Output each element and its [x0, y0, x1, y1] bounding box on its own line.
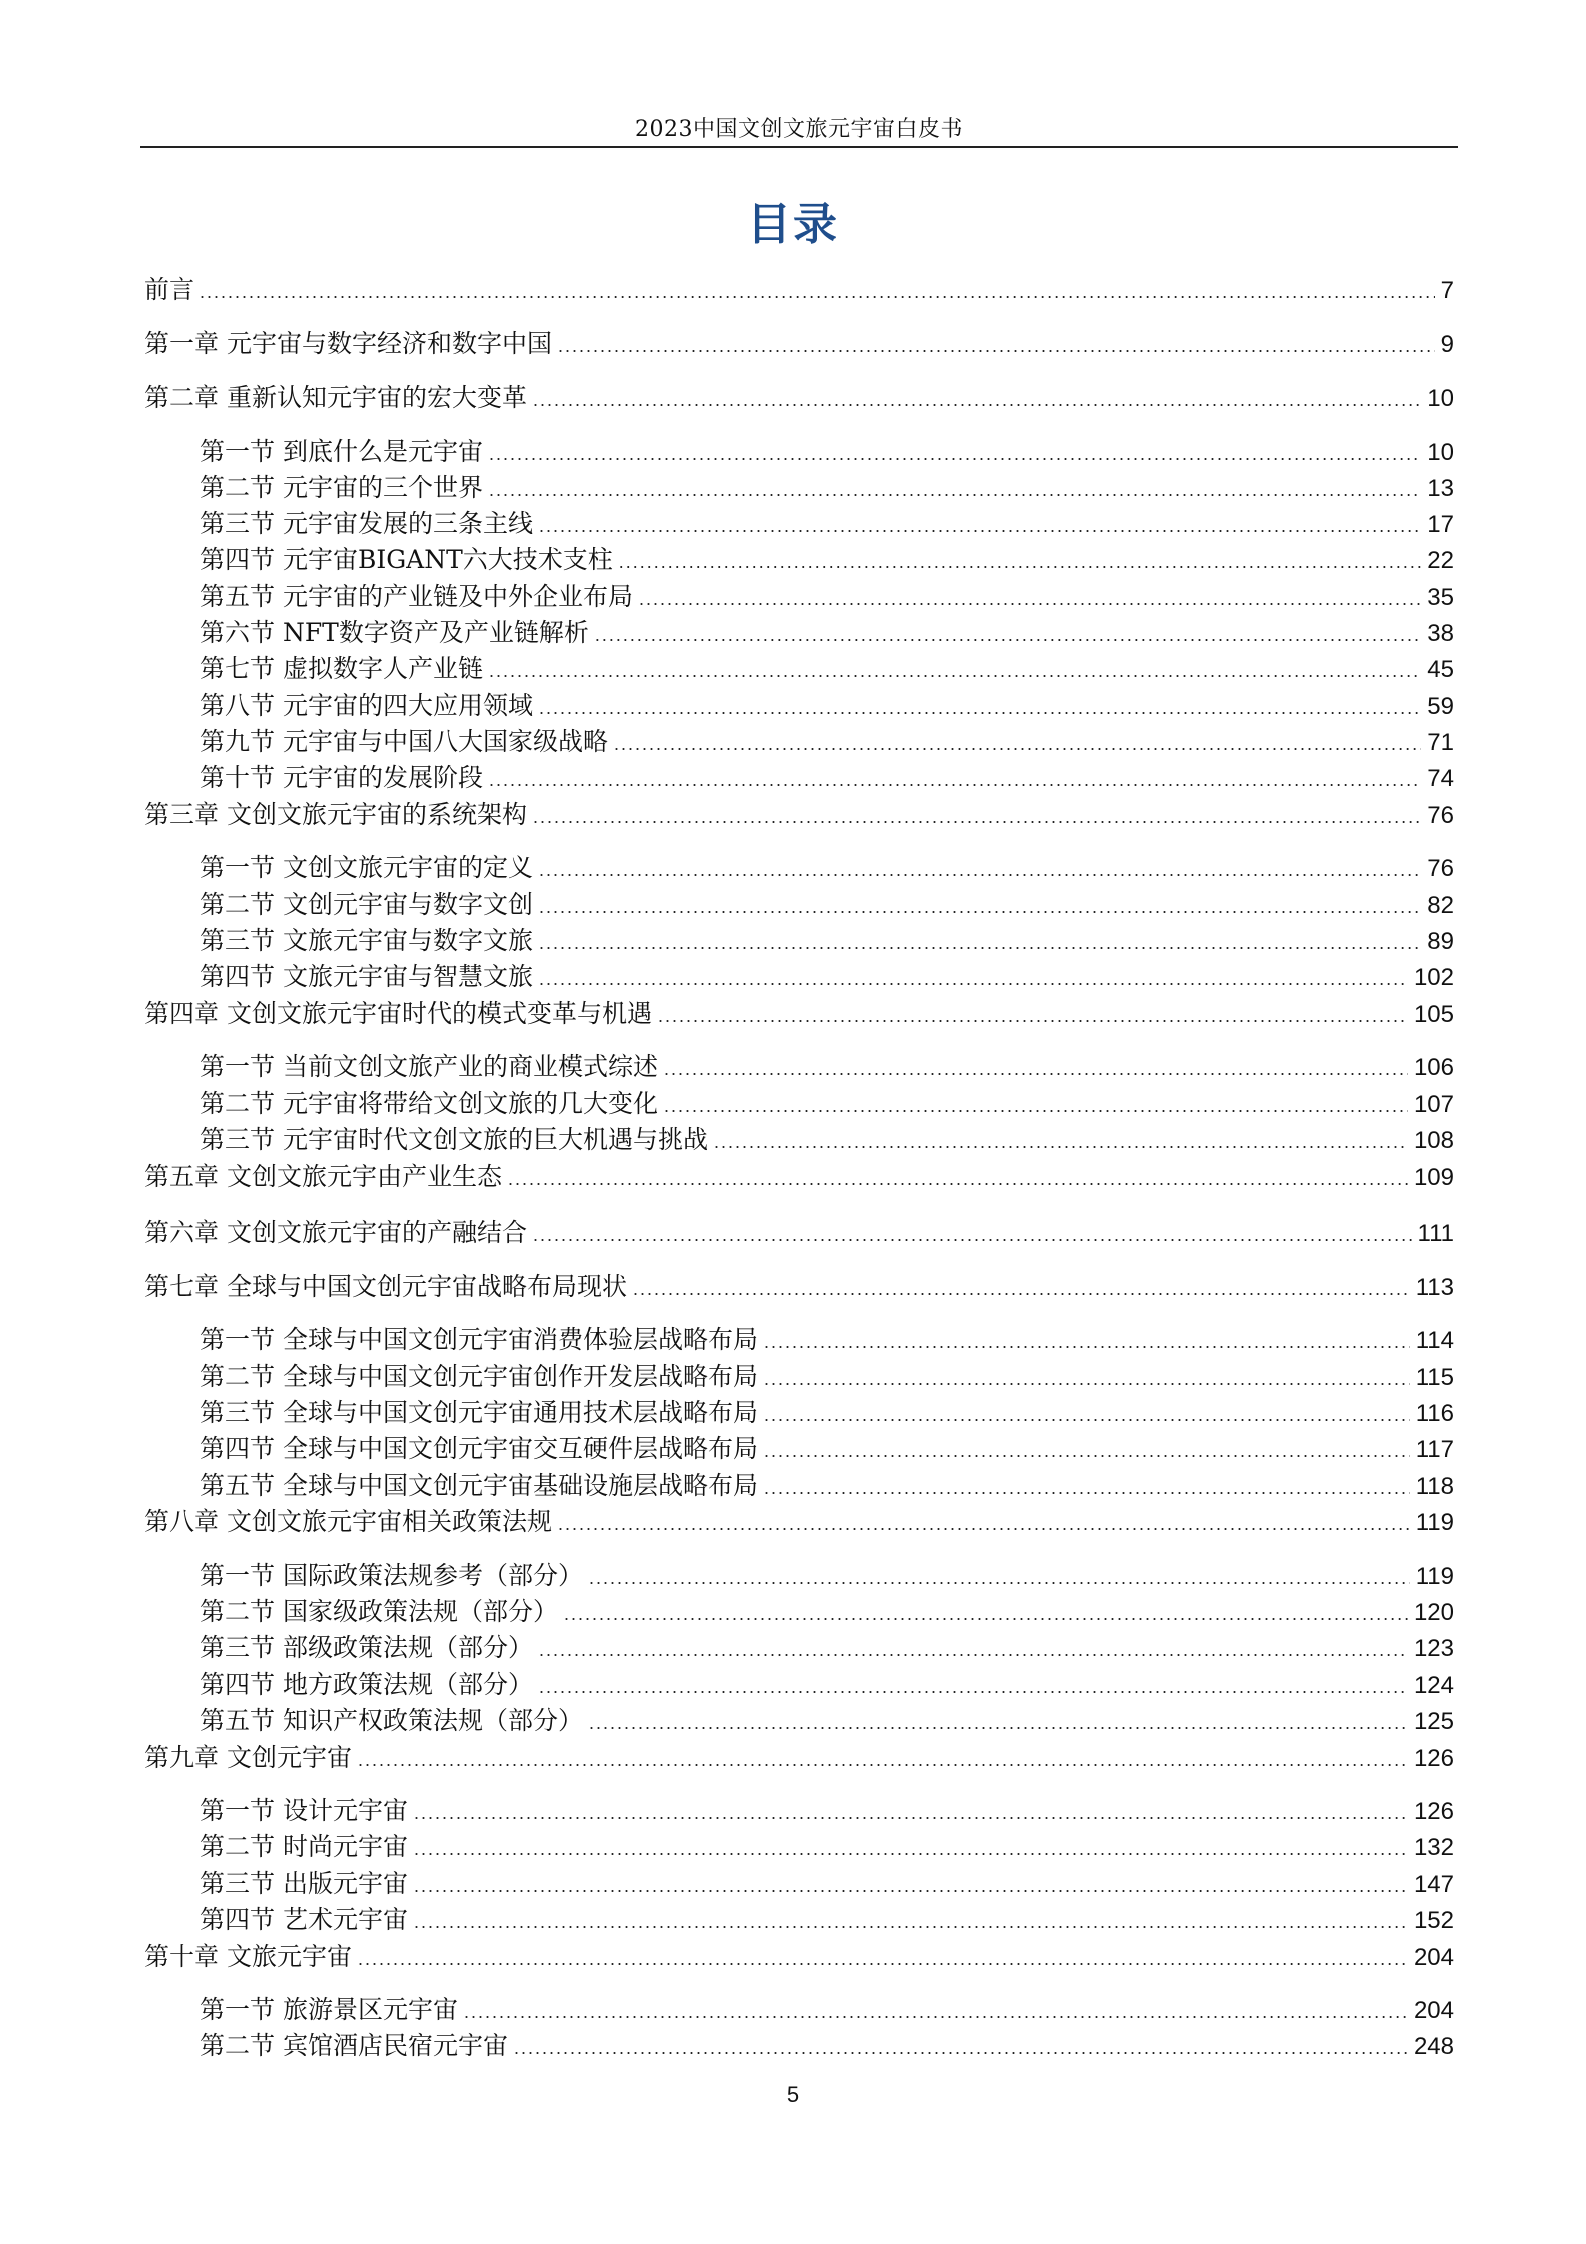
toc-section-entry[interactable]	[200, 504, 1454, 538]
dot-leader	[489, 661, 1421, 682]
dot-leader	[200, 282, 1435, 303]
toc-entry-label: 第二节 元宇宙的三个世界	[200, 473, 483, 502]
toc-entry-page: 204	[1413, 1997, 1454, 2024]
toc-section-entry[interactable]	[200, 1084, 1454, 1118]
dot-leader	[414, 1839, 1408, 1860]
dot-leader	[633, 1279, 1410, 1300]
toc-entry-label: 第一节 旅游景区元宇宙	[200, 1995, 458, 2024]
toc-section-entry[interactable]	[200, 921, 1454, 955]
toc-entry-label: 第一节 当前文创文旅产业的商业模式综述	[200, 1052, 658, 1081]
toc-section-entry[interactable]	[200, 1429, 1454, 1463]
toc-section-entry[interactable]	[200, 1393, 1454, 1427]
toc-section-entry[interactable]	[200, 1357, 1454, 1391]
toc-entry-page: 108	[1413, 1127, 1454, 1154]
dot-leader	[539, 933, 1421, 954]
toc-section-entry[interactable]	[200, 577, 1454, 611]
toc-entry-label: 第二节 时尚元宇宙	[200, 1832, 408, 1861]
toc-chapter-entry[interactable]	[144, 1213, 1454, 1247]
toc-entry-label: 第四节 地方政策法规（部分）	[200, 1670, 533, 1699]
toc-entry-label: 第五节 元宇宙的产业链及中外企业布局	[200, 582, 633, 611]
dot-leader	[539, 969, 1408, 990]
dot-leader	[508, 1169, 1408, 1190]
dot-leader	[664, 1059, 1408, 1080]
toc-section-entry[interactable]	[200, 1628, 1454, 1662]
toc-entry-label: 第四节 元宇宙BIGANT六大技术支柱	[200, 545, 613, 574]
dot-leader	[589, 1568, 1410, 1589]
toc-entry-label: 第十节 元宇宙的发展阶段	[200, 763, 483, 792]
toc-entry-page: 38	[1427, 620, 1454, 647]
toc-section-entry[interactable]	[200, 1990, 1454, 2024]
toc-entry-label: 前言	[144, 275, 195, 304]
dot-leader	[539, 1677, 1408, 1698]
toc-entry-label: 第四节 文旅元宇宙与智慧文旅	[200, 962, 533, 991]
dot-leader	[489, 444, 1421, 465]
toc-chapter-entry[interactable]	[144, 795, 1454, 829]
toc-entry-label: 第五节 知识产权政策法规（部分）	[200, 1706, 583, 1735]
toc-section-entry[interactable]	[200, 1791, 1454, 1825]
dot-leader	[658, 1006, 1408, 1027]
toc-entry-page: 126	[1413, 1745, 1454, 1772]
dot-leader	[539, 897, 1421, 918]
dot-leader	[489, 480, 1421, 501]
toc-entry-label: 第一节 设计元宇宙	[200, 1796, 408, 1825]
toc-entry-label: 第二节 全球与中国文创元宇宙创作开发层战略布局	[200, 1362, 758, 1391]
toc-chapter-entry[interactable]	[144, 324, 1454, 358]
toc-section-entry[interactable]	[200, 1047, 1454, 1081]
toc-entry-page: 45	[1427, 656, 1454, 683]
toc-entry-label: 第一节 国际政策法规参考（部分）	[200, 1561, 583, 1590]
toc-entry-page: 124	[1413, 1672, 1454, 1699]
toc-section-entry[interactable]	[200, 1665, 1454, 1699]
dot-leader	[533, 1225, 1412, 1246]
dot-leader	[639, 589, 1421, 610]
dot-leader	[489, 770, 1421, 791]
toc-entry-page: 152	[1413, 1907, 1454, 1934]
toc-entry-page: 147	[1413, 1871, 1454, 1898]
dot-leader	[764, 1405, 1410, 1426]
toc-entry-page: 107	[1413, 1091, 1454, 1118]
toc-entry-page: 105	[1413, 1001, 1454, 1028]
toc-entry-page: 76	[1427, 802, 1454, 829]
toc-entry-page: 125	[1413, 1708, 1454, 1735]
toc-entry-label: 第十章 文旅元宇宙	[144, 1942, 352, 1971]
toc-section-entry[interactable]	[200, 957, 1454, 991]
toc-entry-label: 第二节 国家级政策法规（部分）	[200, 1597, 558, 1626]
toc-entry-label: 第二节 元宇宙将带给文创文旅的几大变化	[200, 1089, 658, 1118]
toc-entry-label: 第二节 文创元宇宙与数字文创	[200, 890, 533, 919]
toc-section-entry[interactable]	[200, 468, 1454, 502]
toc-entry-page: 106	[1413, 1054, 1454, 1081]
dot-leader	[414, 1803, 1408, 1824]
toc-entry-page: 117	[1415, 1436, 1454, 1463]
toc-entry-label: 第一节 全球与中国文创元宇宙消费体验层战略布局	[200, 1325, 758, 1354]
toc-entry-page: 22	[1427, 547, 1454, 574]
dot-leader	[614, 734, 1421, 755]
toc-entry-label: 第七章 全球与中国文创元宇宙战略布局现状	[144, 1272, 627, 1301]
toc-entry-label: 第六节 NFT数字资产及产业链解析	[200, 618, 589, 647]
toc-chapter-entry[interactable]	[144, 378, 1454, 412]
toc-chapter-entry[interactable]	[144, 1738, 1454, 1772]
toc-entry-label: 第三节 元宇宙时代文创文旅的巨大机遇与挑战	[200, 1125, 708, 1154]
toc-entry-page: 114	[1415, 1327, 1454, 1354]
dot-leader	[764, 1369, 1410, 1390]
dot-leader	[358, 1949, 1408, 1970]
toc-entry-label: 第三章 文创文旅元宇宙的系统架构	[144, 800, 527, 829]
toc-chapter-entry[interactable]	[144, 1157, 1454, 1191]
toc-entry-label: 第七节 虚拟数字人产业链	[200, 654, 483, 683]
toc-entry-label: 第三节 全球与中国文创元宇宙通用技术层战略布局	[200, 1398, 758, 1427]
toc-entry-label: 第四章 文创文旅元宇宙时代的模式变革与机遇	[144, 999, 652, 1028]
toc-entry-page: 76	[1427, 855, 1454, 882]
dot-leader	[664, 1096, 1408, 1117]
dot-leader	[414, 1912, 1408, 1933]
toc-entry-label: 第五章 文创文旅元宇由产业生态	[144, 1162, 502, 1191]
toc-entry-page: 119	[1415, 1509, 1454, 1536]
toc-section-entry[interactable]	[200, 1556, 1454, 1590]
toc-entry-page: 132	[1413, 1834, 1454, 1861]
running-header: 2023中国文创文旅元宇宙白皮书	[635, 117, 963, 142]
toc-section-entry[interactable]	[200, 885, 1454, 919]
toc-entry-label: 第三节 部级政策法规（部分）	[200, 1633, 533, 1662]
toc-section-entry[interactable]	[200, 1900, 1454, 1934]
toc-section-entry[interactable]	[200, 686, 1454, 720]
toc-entry-page: 17	[1427, 511, 1454, 538]
toc-section-entry[interactable]	[200, 758, 1454, 792]
toc-entry-page: 13	[1427, 475, 1454, 502]
dot-leader	[764, 1478, 1410, 1499]
toc-entry-page: 89	[1427, 928, 1454, 955]
toc-entry-label: 第三节 文旅元宇宙与数字文旅	[200, 926, 533, 955]
dot-leader	[539, 516, 1421, 537]
toc-section-entry[interactable]	[200, 1864, 1454, 1898]
dot-leader	[464, 2002, 1408, 2023]
toc-entry-label: 第九章 文创元宇宙	[144, 1743, 352, 1772]
toc-entry-page: 35	[1427, 584, 1454, 611]
toc-chapter-entry[interactable]	[144, 994, 1454, 1028]
toc-title: 目录	[747, 199, 839, 250]
toc-chapter-entry[interactable]	[144, 1502, 1454, 1536]
dot-leader	[764, 1441, 1410, 1462]
toc-entry-label: 第三节 出版元宇宙	[200, 1869, 408, 1898]
toc-section-entry[interactable]	[200, 722, 1454, 756]
toc-entry-label: 第三节 元宇宙发展的三条主线	[200, 509, 533, 538]
toc-entry-page: 113	[1415, 1274, 1454, 1301]
toc-chapter-entry[interactable]	[144, 270, 1454, 304]
dot-leader	[539, 698, 1421, 719]
dot-leader	[714, 1132, 1408, 1153]
dot-leader	[558, 1514, 1410, 1535]
toc-entry-label: 第八节 元宇宙的四大应用领域	[200, 691, 533, 720]
toc-entry-page: 248	[1413, 2033, 1454, 2060]
toc-section-entry[interactable]	[200, 613, 1454, 647]
dot-leader	[539, 1640, 1408, 1661]
toc-entry-page: 204	[1413, 1944, 1454, 1971]
dot-leader	[414, 1876, 1408, 1897]
toc-entry-label: 第六章 文创文旅元宇宙的产融结合	[144, 1218, 527, 1247]
toc-entry-page: 59	[1427, 693, 1454, 720]
toc-chapter-entry[interactable]	[144, 1937, 1454, 1971]
toc-section-entry[interactable]	[200, 1466, 1454, 1500]
toc-entry-page: 119	[1415, 1563, 1454, 1590]
toc-entry-label: 第九节 元宇宙与中国八大国家级战略	[200, 727, 608, 756]
dot-leader	[533, 807, 1421, 828]
dot-leader	[358, 1750, 1408, 1771]
dot-leader	[539, 860, 1421, 881]
toc-entry-page: 71	[1427, 729, 1454, 756]
toc-section-entry[interactable]	[200, 1320, 1454, 1354]
toc-entry-label: 第一章 元宇宙与数字经济和数字中国	[144, 329, 552, 358]
toc-entry-page: 123	[1413, 1635, 1454, 1662]
toc-entry-page: 10	[1427, 385, 1454, 412]
page-number: 5	[786, 2082, 800, 2107]
toc-entry-label: 第八章 文创文旅元宇宙相关政策法规	[144, 1507, 552, 1536]
dot-leader	[564, 1604, 1408, 1625]
toc-entry-page: 109	[1413, 1164, 1454, 1191]
dot-leader	[764, 1332, 1410, 1353]
toc-entry-page: 74	[1427, 765, 1454, 792]
toc-section-entry[interactable]	[200, 1592, 1454, 1626]
toc-chapter-entry[interactable]	[144, 1267, 1454, 1301]
toc-section-entry[interactable]	[200, 540, 1454, 574]
toc-section-entry[interactable]	[200, 649, 1454, 683]
toc-entry-page: 102	[1413, 964, 1454, 991]
toc-entry-page: 118	[1415, 1473, 1454, 1500]
dot-leader	[533, 390, 1421, 411]
toc-entry-page: 115	[1415, 1364, 1454, 1391]
toc-entry-label: 第四节 全球与中国文创元宇宙交互硬件层战略布局	[200, 1434, 758, 1463]
toc-entry-label: 第四节 艺术元宇宙	[200, 1905, 408, 1934]
toc-entry-label: 第一节 文创文旅元宇宙的定义	[200, 853, 533, 882]
toc-entry-page: 10	[1427, 439, 1454, 466]
toc-entry-page: 120	[1413, 1599, 1454, 1626]
toc-entry-label: 第二章 重新认知元宇宙的宏大变革	[144, 383, 527, 412]
toc-entry-page: 9	[1440, 331, 1454, 358]
dot-leader	[514, 2038, 1408, 2059]
toc-section-entry[interactable]	[200, 1120, 1454, 1154]
toc-section-entry[interactable]	[200, 432, 1454, 466]
toc-entry-page: 111	[1417, 1220, 1454, 1247]
toc-entry-page: 7	[1440, 277, 1454, 304]
toc-section-entry[interactable]	[200, 1827, 1454, 1861]
toc-section-entry[interactable]	[200, 1701, 1454, 1735]
toc-section-entry[interactable]	[200, 848, 1454, 882]
dot-leader	[589, 1713, 1408, 1734]
dot-leader	[619, 552, 1422, 573]
toc-entry-page: 116	[1415, 1400, 1454, 1427]
toc-entry-label: 第二节 宾馆酒店民宿元宇宙	[200, 2031, 508, 2060]
toc-entry-label: 第一节 到底什么是元宇宙	[200, 437, 483, 466]
dot-leader	[558, 336, 1435, 357]
toc-entry-page: 126	[1413, 1798, 1454, 1825]
toc-entry-label: 第五节 全球与中国文创元宇宙基础设施层战略布局	[200, 1471, 758, 1500]
toc-section-entry[interactable]	[200, 2026, 1454, 2060]
toc-entry-page: 82	[1427, 892, 1454, 919]
dot-leader	[595, 625, 1421, 646]
